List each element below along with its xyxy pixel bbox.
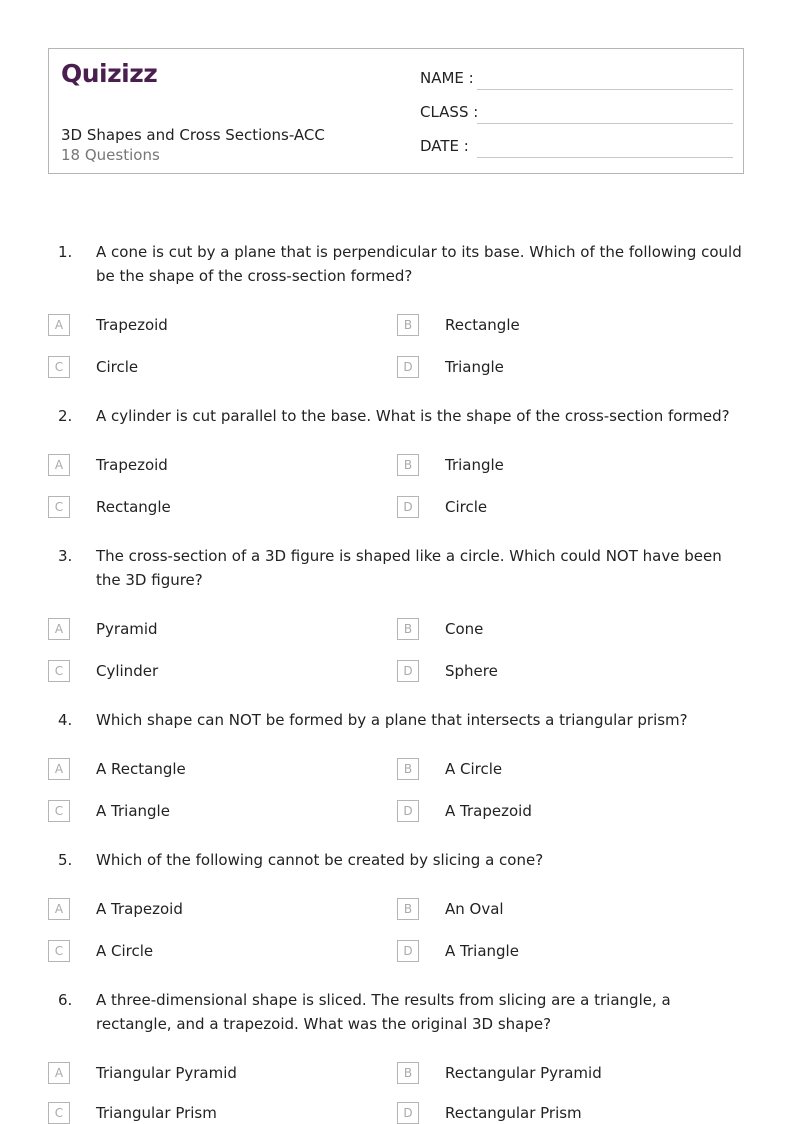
option-b-text: Cone <box>445 620 484 638</box>
question-text: A cylinder is cut parallel to the base. What is the shape of the cross-section formed? <box>96 407 730 425</box>
question-number: 2. <box>58 407 73 425</box>
date-line <box>477 157 733 158</box>
option-a-text: A Trapezoid <box>96 900 183 918</box>
question-text: The cross-section of a 3D figure is shaped like a circle. Which could NOT have been the 3D figure? <box>96 547 722 589</box>
option-c-text: A Triangle <box>96 802 170 820</box>
worksheet-header <box>48 48 744 174</box>
option-b-box[interactable]: B <box>397 618 419 640</box>
question-text: A three-dimensional shape is sliced. The results from slicing are a triangle, a rectangle, and a trapezoid. What was the original 3D shape? <box>96 991 671 1033</box>
option-a-text: Trapezoid <box>96 316 168 334</box>
option-c-text: A Circle <box>96 942 154 960</box>
question-number: 3. <box>58 547 73 565</box>
option-d-text: A Triangle <box>445 942 519 960</box>
question-text: Which shape can NOT be formed by a plane that intersects a triangular prism? <box>96 711 688 729</box>
question-text: A cone is cut by a plane that is perpendicular to its base. Which of the following could be the shape of the cross-section formed? <box>96 243 742 285</box>
option-a-box[interactable]: A <box>48 618 70 640</box>
option-d-text: Rectangular Prism <box>445 1104 582 1122</box>
option-a-text: A Rectangle <box>96 760 186 778</box>
option-b-box[interactable]: B <box>397 1062 419 1084</box>
option-b-text: A Circle <box>445 760 503 778</box>
option-d-text: A Trapezoid <box>445 802 532 820</box>
option-b-text: An Oval <box>445 900 504 918</box>
question-number: 1. <box>58 243 73 261</box>
option-d-box[interactable]: D <box>397 496 419 518</box>
option-b-box[interactable]: B <box>397 314 419 336</box>
option-a-box[interactable]: A <box>48 758 70 780</box>
option-b-box[interactable]: B <box>397 758 419 780</box>
name-label: NAME : <box>420 69 474 87</box>
option-a-text: Triangular Pyramid <box>96 1064 237 1082</box>
option-c-text: Circle <box>96 358 139 376</box>
question-count: 18 Questions <box>61 146 160 164</box>
option-b-box[interactable]: B <box>397 454 419 476</box>
option-d-box[interactable]: D <box>397 800 419 822</box>
question-number: 6. <box>58 991 73 1009</box>
option-c-text: Rectangle <box>96 498 171 516</box>
option-b-box[interactable]: B <box>397 898 419 920</box>
quizizz-logo: Quizizz <box>61 59 158 88</box>
worksheet-title: 3D Shapes and Cross Sections-ACC <box>61 126 325 144</box>
option-c-box[interactable]: C <box>48 800 70 822</box>
option-a-box[interactable]: A <box>48 898 70 920</box>
option-c-box[interactable]: C <box>48 660 70 682</box>
option-d-box[interactable]: D <box>397 356 419 378</box>
option-b-text: Rectangle <box>445 316 520 334</box>
option-a-box[interactable]: A <box>48 454 70 476</box>
option-d-box[interactable]: D <box>397 660 419 682</box>
question-number: 4. <box>58 711 73 729</box>
option-c-box[interactable]: C <box>48 1102 70 1124</box>
option-b-text: Rectangular Pyramid <box>445 1064 602 1082</box>
option-d-box[interactable]: D <box>397 1102 419 1124</box>
option-d-text: Triangle <box>445 358 504 376</box>
class-line <box>477 123 733 124</box>
name-line <box>477 89 733 90</box>
question-number: 5. <box>58 851 73 869</box>
option-a-text: Trapezoid <box>96 456 168 474</box>
option-c-box[interactable]: C <box>48 940 70 962</box>
option-d-box[interactable]: D <box>397 940 419 962</box>
option-d-text: Sphere <box>445 662 498 680</box>
option-a-box[interactable]: A <box>48 314 70 336</box>
option-d-text: Circle <box>445 498 488 516</box>
option-c-text: Triangular Prism <box>96 1104 217 1122</box>
option-a-text: Pyramid <box>96 620 158 638</box>
date-label: DATE : <box>420 137 469 155</box>
question-text: Which of the following cannot be created by slicing a cone? <box>96 851 544 869</box>
option-c-box[interactable]: C <box>48 496 70 518</box>
option-a-box[interactable]: A <box>48 1062 70 1084</box>
option-c-box[interactable]: C <box>48 356 70 378</box>
option-b-text: Triangle <box>445 456 504 474</box>
class-label: CLASS : <box>420 103 479 121</box>
option-c-text: Cylinder <box>96 662 159 680</box>
